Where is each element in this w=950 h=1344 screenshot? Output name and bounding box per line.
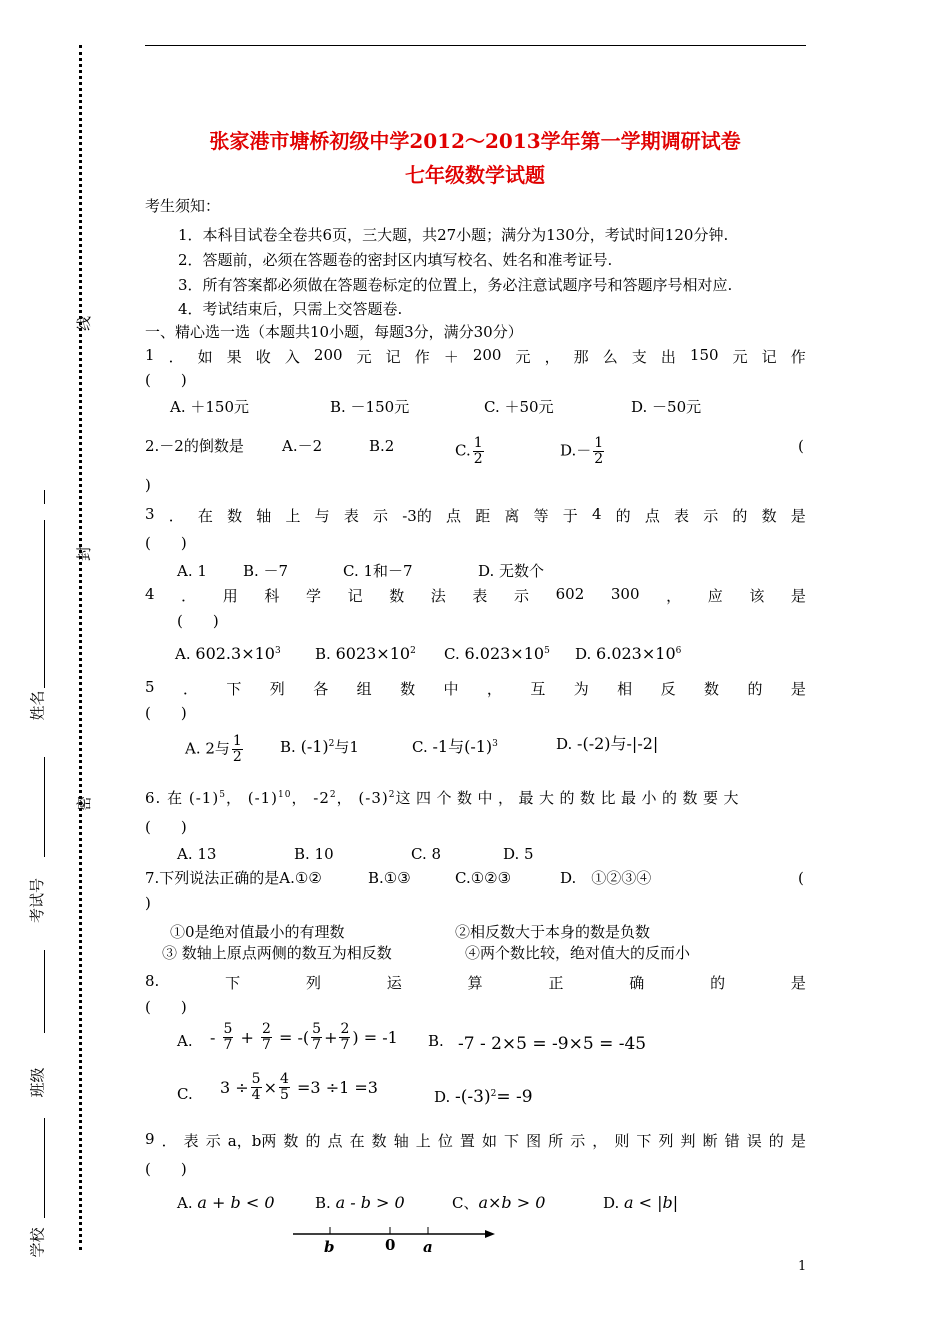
q6-option-d: D. 5 (503, 845, 534, 863)
stem-word: 300 (610, 585, 640, 603)
stem-word: 列 (305, 974, 321, 992)
stem-word: 于 (562, 507, 578, 525)
stem-word: 应 (707, 587, 723, 605)
stem-word: 元 (356, 348, 372, 366)
q9-option-d: D. a < |b| (603, 1193, 679, 1212)
label-school: 学校 (28, 1227, 47, 1258)
q6-option-b: B. 10 (294, 845, 334, 863)
q1-option-c: C. ＋50元 (484, 398, 554, 416)
axis-label-0: 0 (385, 1236, 396, 1254)
top-rule (145, 45, 806, 46)
q5-stem (145, 678, 806, 699)
stem-word: 元 (732, 348, 748, 366)
stem-word: a，b两 (227, 1132, 277, 1150)
q9-stem (145, 1130, 806, 1151)
margin-tick (44, 490, 45, 504)
notice-heading: 考生须知： (145, 197, 221, 215)
stem-word: 组 (356, 680, 372, 698)
stem-word: 法 (430, 587, 446, 605)
stem-word: 602 (555, 585, 585, 603)
stem-word: -3的 (402, 507, 432, 525)
seal-label-feng: 封 (75, 545, 94, 562)
stem-word: 是 (790, 680, 806, 698)
stem-word: 轴 (256, 507, 272, 525)
q2-option-a: A.－2 (282, 437, 323, 455)
q4-option-a: A. $602.3\times 10^3$ (175, 644, 281, 663)
stem-word: ， (544, 348, 560, 366)
stem-word: 数 (704, 680, 720, 698)
stem-word: 距 (475, 507, 491, 525)
exam-title: 张家港市塘桥初级中学2012～2013学年第一学期调研试卷 (209, 129, 741, 153)
stem-word: 的 (768, 1132, 784, 1150)
stem-word: 用 (222, 587, 238, 605)
stem-word: 列 (269, 680, 285, 698)
q3-option-d: D. 无数个 (478, 562, 545, 580)
q4-option-c: C. $6.023\times 10^5$ (444, 644, 550, 663)
stem-word: 在 (197, 507, 213, 525)
stem-word: 是 (790, 1132, 806, 1150)
q3-option-b: B. －7 (243, 562, 289, 580)
q7-option-b: B.①③ (368, 869, 411, 887)
stem-word: 示 (514, 587, 530, 605)
stem-word: 200 (313, 346, 343, 364)
stem-word: 反 (660, 680, 676, 698)
stem-word: 数 (283, 1132, 299, 1150)
q8-option-a-label: A. (177, 1032, 193, 1050)
stem-word: 数 (761, 507, 777, 525)
q7-statement-4: ④两个数比较，绝对值大的反而小 (465, 944, 691, 962)
stem-word: ， (486, 680, 502, 698)
q7-option-c: C.①②③ (455, 869, 512, 887)
q4-option-d: D. $6.023\times 10^6$ (575, 644, 682, 663)
stem-word: 中 (443, 680, 459, 698)
q5-option-d: D. -(-2)与-|-2| (556, 734, 659, 753)
notice-item: 3．所有答案都必须做在答题卷标定的位置上，务必注意试题序号和答题序号相对应. (178, 276, 733, 294)
stem-word: 入 (284, 348, 300, 366)
stem-word: 示 (570, 1132, 586, 1150)
stem-word: 点 (327, 1132, 343, 1150)
stem-word: 相 (617, 680, 633, 698)
stem-word: 为 (573, 680, 589, 698)
stem-word: ， (592, 1132, 608, 1150)
stem-word: 如 (197, 348, 213, 366)
stem-word: 学 (305, 587, 321, 605)
q8-option-c-label: C. (177, 1085, 193, 1103)
stem-word: ． (161, 1132, 177, 1150)
stem-word: 4 (145, 585, 155, 603)
stem-word: 表 (472, 587, 488, 605)
stem-word: 正 (548, 974, 564, 992)
section-heading: 一、精心选一选（本题共10小题，每题3分，满分30分） (145, 323, 523, 341)
q7-statement-3: ③ 数轴上原点两侧的数互为相反数 (162, 944, 392, 962)
stem-word: 200 (472, 346, 502, 364)
q9-option-a: A. a + b < 0 (177, 1193, 275, 1212)
stem-word: 轴 (393, 1132, 409, 1150)
stem-word: 运 (386, 974, 402, 992)
stem-word: 的 (747, 680, 763, 698)
q2-option-d: D.－ $\frac{1}{2}$ (560, 435, 604, 467)
q3-paren: ( ) (145, 534, 187, 552)
q7-statement-1: ①0是绝对值最小的有理数 (170, 923, 345, 941)
stem-word: 数 (389, 587, 405, 605)
stem-word: 数 (400, 680, 416, 698)
stem-word: 数 (371, 1132, 387, 1150)
stem-word: 收 (255, 348, 271, 366)
stem-word: 所 (548, 1132, 564, 1150)
stem-word: 的 (732, 507, 748, 525)
stem-word: 错 (724, 1132, 740, 1150)
q1-option-b: B. －150元 (330, 398, 410, 416)
stem-word: 的 (615, 507, 631, 525)
stem-word: 是 (790, 507, 806, 525)
stem-word: 作 (414, 348, 430, 366)
q8-option-c-expr: 3 ÷ $\frac{5}{4}$ × $\frac{4}{5}$ =3 ÷1 =3 (220, 1071, 378, 1103)
stem-word: 记 (347, 587, 363, 605)
stem-word: 位 (437, 1132, 453, 1150)
label-exam-number: 考试号 (28, 877, 47, 924)
q8-option-d: D. $-(-3)^2= -9$ (434, 1087, 533, 1107)
stem-word: 示 (205, 1132, 221, 1150)
stem-word: 该 (749, 587, 765, 605)
stem-word: 下 (504, 1132, 520, 1150)
q7-option-d: D. ①②③④ (560, 869, 652, 887)
q5-paren: ( ) (145, 704, 187, 722)
stem-word: ， (666, 587, 682, 605)
q2-paren-open: ( (798, 437, 804, 455)
q3-option-a: A. 1 (177, 562, 207, 580)
stem-word: 4 (591, 505, 602, 523)
q4-option-b: B. $6023\times 10^2$ (315, 644, 416, 663)
stem-word: 等 (533, 507, 549, 525)
q8-option-b-label: B. (428, 1032, 444, 1050)
stem-word: 表 (674, 507, 690, 525)
stem-word: 作 (790, 348, 806, 366)
stem-word: 记 (385, 348, 401, 366)
stem-word: 是 (790, 587, 806, 605)
stem-word: 下 (225, 974, 241, 992)
stem-word: 9 (145, 1130, 155, 1148)
q1-option-d: D. －50元 (631, 398, 702, 416)
stem-word: 150 (689, 346, 719, 364)
stem-word: 3 (145, 505, 155, 523)
stem-word: 5 (145, 678, 155, 696)
stem-word: 上 (415, 1132, 431, 1150)
stem-word: 么 (602, 348, 618, 366)
stem-word: 1 (145, 346, 155, 364)
stem-word: 那 (573, 348, 589, 366)
q7-paren-open: ( (798, 869, 804, 887)
stem-word: 8. (145, 972, 160, 990)
q1-stem (145, 346, 806, 367)
exam-subtitle: 七年级数学试题 (405, 163, 545, 187)
q5-option-c: C. -1与$(-1)^3$ (412, 737, 498, 756)
q4-stem (145, 585, 806, 606)
stem-word: 下 (226, 680, 242, 698)
q6-option-a: A. 13 (177, 845, 217, 863)
q3-option-c: C. 1和－7 (343, 562, 413, 580)
notice-item: 2．答题前，必须在答题卷的密封区内填写校名、姓名和准考证号. (178, 251, 613, 269)
stem-word: 点 (446, 507, 462, 525)
seal-label-mi: 密 (75, 795, 94, 812)
stem-word: 数 (227, 507, 243, 525)
stem-word: 如 (481, 1132, 497, 1150)
q2-paren-close: ) (145, 476, 151, 494)
exam-number-fill-line (44, 757, 45, 857)
stem-word: 元 (515, 348, 531, 366)
stem-word: 是 (790, 974, 806, 992)
q6-paren: ( ) (145, 818, 187, 836)
stem-word: 的 (305, 1132, 321, 1150)
stem-word: ． (181, 587, 197, 605)
stem-word: 则 (614, 1132, 630, 1150)
q6-stem: 6. 在 $(-1)^5$， $(-1)^{10}$， $-2^2$， $(-3)^2$这四个数中，最大的数比最小的数要大 (145, 789, 744, 807)
name-fill-line (44, 520, 45, 688)
stem-word: 算 (467, 974, 483, 992)
q2-option-b: B.2 (369, 437, 395, 455)
q8-stem (145, 972, 806, 993)
label-class: 班级 (28, 1067, 47, 1098)
seal-label-xian: 线 (75, 315, 94, 332)
stem-word: 断 (702, 1132, 718, 1150)
seal-dotted-line (79, 45, 82, 1250)
stem-word: 示 (373, 507, 389, 525)
stem-word: 在 (349, 1132, 365, 1150)
stem-word: 确 (629, 974, 645, 992)
stem-word: 记 (761, 348, 777, 366)
label-name: 姓名 (28, 690, 47, 721)
q7-statement-2: ②相反数大于本身的数是负数 (455, 923, 651, 941)
stem-word: ． (182, 680, 198, 698)
q2-stem: 2.－2的倒数是 (145, 437, 244, 455)
page-number: 1 (798, 1259, 807, 1274)
school-fill-line (44, 1118, 45, 1218)
stem-word: 与 (314, 507, 330, 525)
q8-paren: ( ) (145, 998, 187, 1016)
q9-paren: ( ) (145, 1160, 187, 1178)
axis-label-a: a (423, 1238, 433, 1256)
stem-word: 表 (343, 507, 359, 525)
q9-option-b: B. a - b > 0 (315, 1193, 405, 1212)
stem-word: 科 (264, 587, 280, 605)
stem-word: 离 (504, 507, 520, 525)
q3-stem (145, 505, 806, 526)
stem-word: ＋ (443, 348, 459, 366)
q7-stem: 7.下列说法正确的是A.①② (145, 869, 322, 887)
stem-word: 下 (636, 1132, 652, 1150)
stem-word: 支 (631, 348, 647, 366)
stem-word: 置 (459, 1132, 475, 1150)
q8-option-b-expr: -7 - 2×5 = -9×5 = -45 (458, 1034, 647, 1054)
stem-word: 点 (644, 507, 660, 525)
q5-option-a: A. 2与 $\frac{1}{2}$ (185, 733, 242, 765)
notice-item: 1．本科目试卷全卷共6页，三大题，共27小题；满分为130分，考试时间120分钟. (178, 226, 729, 244)
stem-word: ． (168, 507, 184, 525)
stem-word: 上 (285, 507, 301, 525)
stem-word: 各 (313, 680, 329, 698)
q4-paren: ( ) (177, 612, 219, 630)
stem-word: 误 (746, 1132, 762, 1150)
q5-option-b: B. $(-1)^2$与1 (280, 737, 359, 756)
q9-option-c: C、a×b > 0 (452, 1193, 546, 1212)
q6-option-c: C. 8 (411, 845, 442, 863)
q7-paren-close: ) (145, 894, 151, 912)
stem-word: 表 (183, 1132, 199, 1150)
q8-option-a-expr: - $\frac{5}{7}$ + $\frac{2}{7}$ = -( $\frac{5}{7}$ + $\frac{2}{7}$ ) = -1 (210, 1021, 398, 1053)
q2-option-c: C. $\frac{1}{2}$ (455, 435, 483, 467)
stem-word: 图 (526, 1132, 542, 1150)
class-fill-line (44, 950, 45, 1033)
stem-word: ． (168, 348, 184, 366)
stem-word: 果 (226, 348, 242, 366)
stem-word: 列 (658, 1132, 674, 1150)
axis-label-b: b (324, 1238, 335, 1256)
stem-word: 出 (660, 348, 676, 366)
q1-option-a: A. ＋150元 (170, 398, 249, 416)
stem-word: 的 (710, 974, 726, 992)
stem-word: 判 (680, 1132, 696, 1150)
notice-item: 4．考试结束后，只需上交答题卷. (178, 300, 403, 318)
stem-word: 互 (530, 680, 546, 698)
number-line-arrow (485, 1230, 495, 1238)
q1-paren: ( ) (145, 371, 187, 389)
stem-word: 示 (703, 507, 719, 525)
